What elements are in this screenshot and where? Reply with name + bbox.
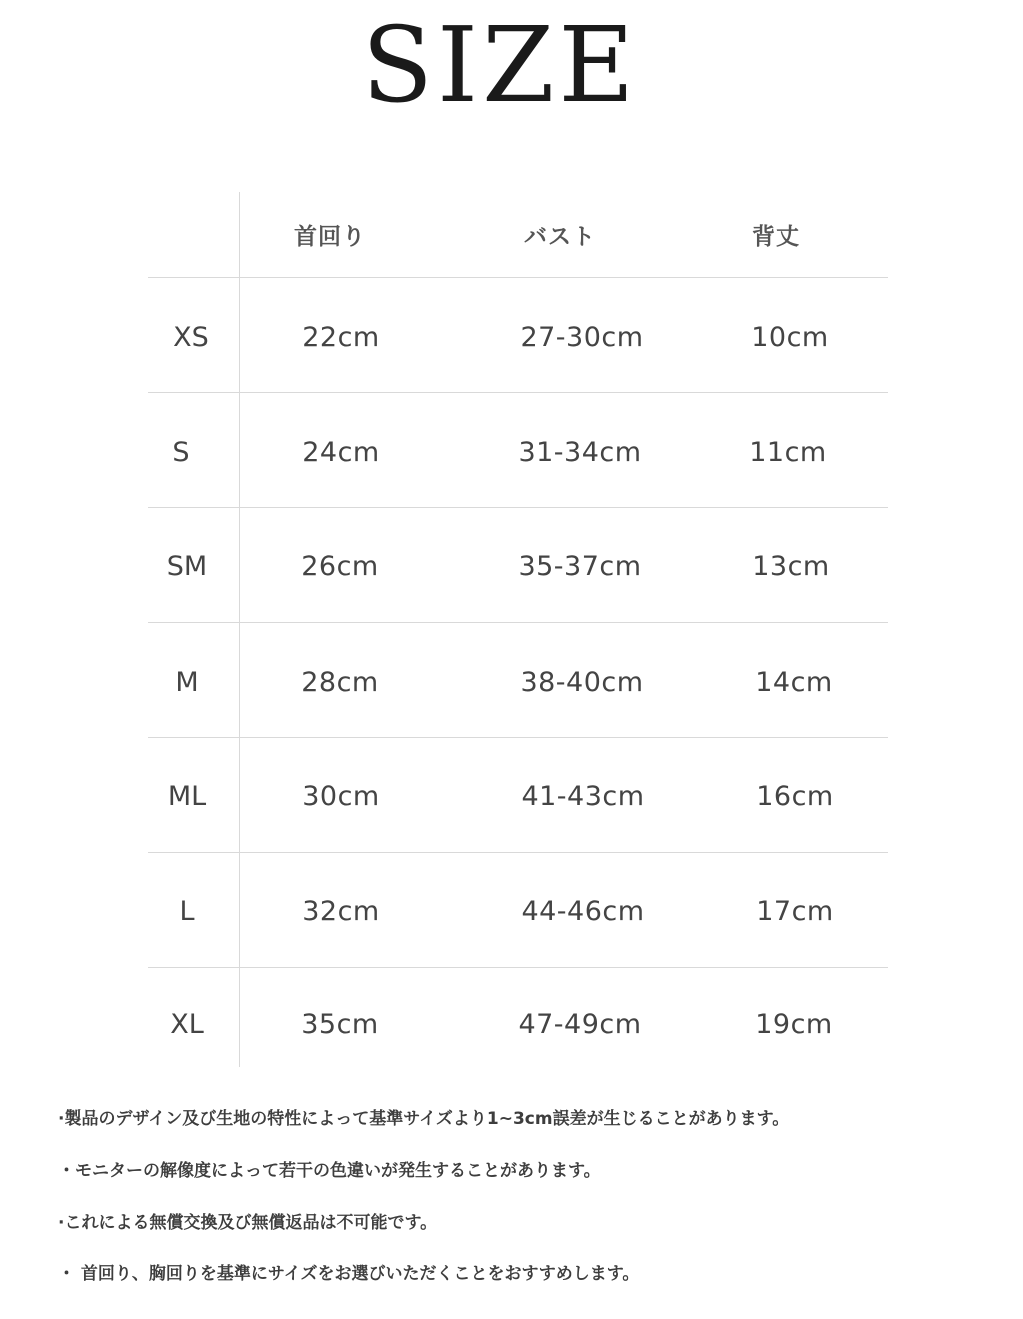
table-cell: 47-49cm bbox=[518, 1009, 642, 1040]
table-cell: 17cm bbox=[756, 896, 834, 927]
note-item: ・モニターの解像度によって若干の色違いが発生することがあります。 bbox=[58, 1161, 601, 1181]
column-divider bbox=[239, 192, 240, 1067]
note-item: ·これによる無償交換及び無償返品は不可能です。 bbox=[58, 1213, 438, 1233]
header-back-length: 背丈 bbox=[752, 224, 800, 250]
header-neck: 首回り bbox=[294, 224, 366, 250]
table-cell: 38-40cm bbox=[520, 667, 644, 698]
size-label-sm: SM bbox=[166, 551, 208, 582]
table-cell: 24cm bbox=[302, 437, 380, 468]
table-cell: 22cm bbox=[302, 322, 380, 353]
table-cell: 16cm bbox=[756, 781, 834, 812]
table-cell: 28cm bbox=[301, 667, 379, 698]
size-label-ml: ML bbox=[167, 781, 207, 812]
table-cell: 19cm bbox=[755, 1009, 833, 1040]
row-divider bbox=[148, 967, 888, 968]
table-cell: 13cm bbox=[752, 551, 830, 582]
table-cell: 10cm bbox=[751, 322, 829, 353]
table-cell: 27-30cm bbox=[520, 322, 644, 353]
row-divider bbox=[148, 507, 888, 508]
table-cell: 35cm bbox=[301, 1009, 379, 1040]
note-item: ·製品のデザイン及び生地の特性によって基準サイズより1~3cm誤差が生じることがあります。 bbox=[58, 1109, 790, 1129]
row-divider bbox=[148, 392, 888, 393]
table-cell: 32cm bbox=[302, 896, 380, 927]
row-divider bbox=[148, 277, 888, 278]
table-cell: 14cm bbox=[755, 667, 833, 698]
header-bust: バスト bbox=[524, 224, 596, 250]
row-divider bbox=[148, 622, 888, 623]
size-label-l: L bbox=[179, 896, 195, 927]
table-cell: 31-34cm bbox=[518, 437, 642, 468]
table-cell: 44-46cm bbox=[521, 896, 645, 927]
row-divider bbox=[148, 737, 888, 738]
table-cell: 11cm bbox=[749, 437, 827, 468]
size-label-m: M bbox=[175, 667, 199, 698]
row-divider bbox=[148, 852, 888, 853]
size-label-xl: XL bbox=[170, 1009, 204, 1040]
table-cell: 35-37cm bbox=[518, 551, 642, 582]
table-cell: 30cm bbox=[302, 781, 380, 812]
size-table bbox=[148, 192, 888, 1067]
note-item: ・ 首回り、胸回りを基準にサイズをお選びいただくことをおすすめします。 bbox=[58, 1264, 640, 1284]
page-title: SIZE bbox=[361, 4, 639, 126]
size-label-xs: XS bbox=[173, 322, 209, 353]
size-label-s: S bbox=[172, 437, 190, 468]
table-cell: 41-43cm bbox=[521, 781, 645, 812]
table-cell: 26cm bbox=[301, 551, 379, 582]
